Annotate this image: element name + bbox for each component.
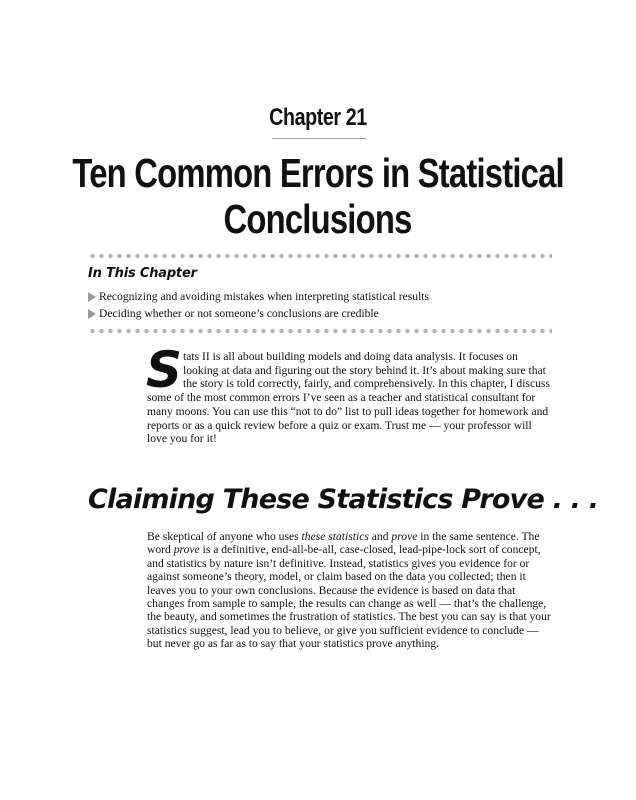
list-item-text: Recognizing and avoiding mistakes when interpreting statistical results <box>99 290 430 303</box>
chapter-title-line-1: Ten Common Errors in Statistical <box>72 150 564 196</box>
text-run: Be skeptical of anyone who uses <box>147 530 302 543</box>
text-run: is a definitive, end-all-be-all, case-closed, lead-pipe-lock sort of concept, and statistics by nature isn’t definitive. Instead, statistics gives you evidence for or against someone’s theory, model, or claim based on the data you collected; then it leaves you to your own conclusions. Because the evidence is based on data that changes from sample to sample, the results can change as well — that’s the challenge, the beauty, and sometimes the frustration of statistics. The best you can say is that your statistics suggest, lead you to believe, or give you sufficient evidence to conclude — but never go as far as to say that your statistics prove anything. <box>147 543 551 651</box>
text-run: and <box>368 530 392 543</box>
section-paragraph <box>147 530 551 651</box>
intro-text: tats II is all about building models and doing data analysis. It focuses on looking at data and figuring out the story behind it. It’s about making sure that the story is told correctly, fairly, and comprehensively. In this chapter, I discuss some of the most common errors I’ve seen as a teacher and statistical consultant for many moons. You can use this “not to do” list to pull ideas together for homework and reports or as a quick review before a quiz or exam. Trust me — your professor will love you for it! <box>147 350 550 446</box>
triangle-bullet-icon <box>88 292 96 302</box>
section-heading: Claiming These Statistics Prove . . . <box>88 484 599 515</box>
drop-cap: S <box>146 341 183 399</box>
emphasis-run: prove <box>391 530 418 543</box>
dotted-divider-bottom <box>88 328 552 334</box>
list-item-text: Deciding whether or not someone’s conclusions are credible <box>99 307 379 320</box>
chapter-title-line-2: Conclusions <box>223 196 413 242</box>
emphasis-run: these statistics <box>301 530 369 543</box>
chapter-underline <box>272 138 366 139</box>
text-run: in the same sentence. The word <box>147 530 540 557</box>
intro-paragraph <box>146 341 551 446</box>
in-this-chapter-heading: In This Chapter <box>88 266 197 281</box>
chapter-title <box>0 150 636 242</box>
dotted-divider-top <box>88 253 552 259</box>
list-item <box>88 305 558 322</box>
triangle-bullet-icon <box>88 309 96 319</box>
in-this-chapter-list <box>88 288 558 322</box>
list-item <box>88 288 558 305</box>
chapter-label: Chapter 21 <box>269 104 367 131</box>
emphasis-run: prove <box>173 543 200 557</box>
